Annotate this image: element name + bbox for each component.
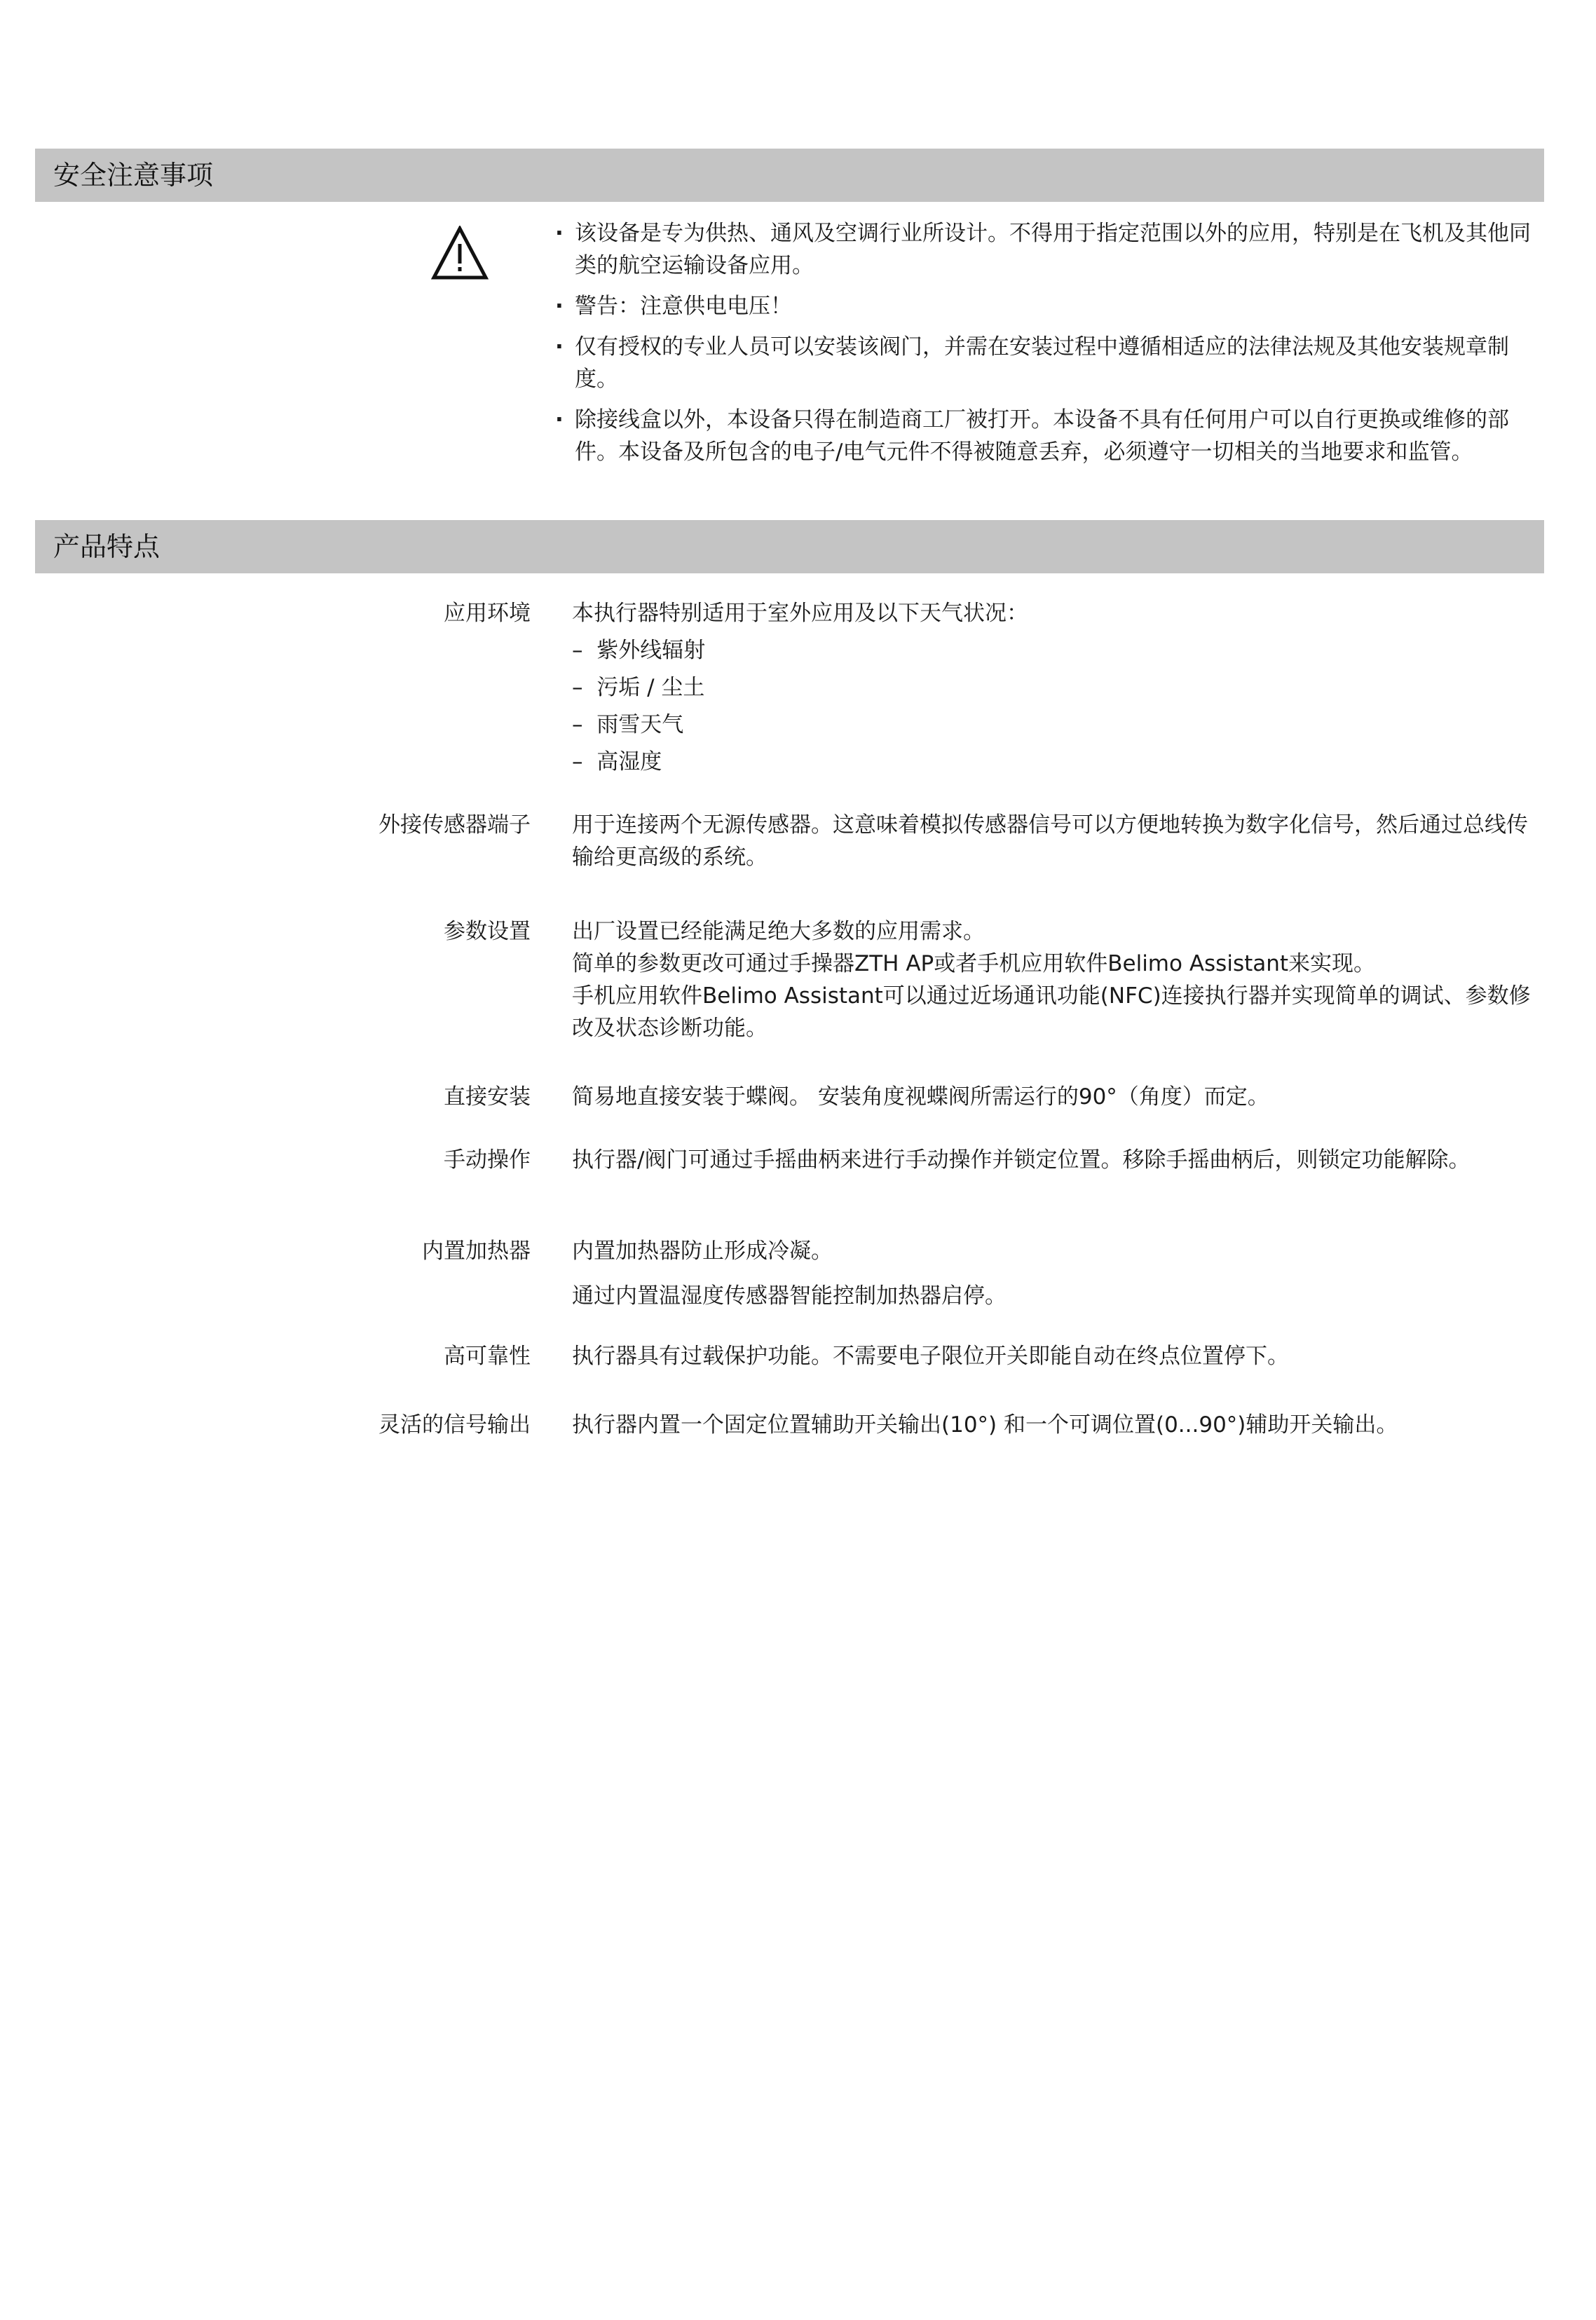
reliability-text: 执行器具有过载保护功能。不需要电子限位开关即能自动在终点位置停下。 — [572, 1344, 1289, 1369]
safety-note: · 仅有授权的专业人员可以安装该阀门，并需在安装过程中遵循相适应的法律法规及其他安装规章制度。 — [552, 331, 1548, 395]
feature-label-signal: 灵活的信号输出 — [378, 1412, 531, 1438]
feature-body-reliability — [572, 1340, 1546, 1372]
params-line: 出厂设置已经能满足绝大多数的应用需求。 — [572, 919, 985, 944]
heater-line: 内置加热器防止形成冷凝。 — [572, 1239, 833, 1264]
environment-list — [572, 632, 1546, 781]
feature-body-manual — [572, 1144, 1546, 1176]
feature-body-params — [572, 915, 1546, 1044]
environment-item: – 紫外线辐射 — [572, 632, 1546, 669]
environment-item: – 雨雪天气 — [572, 707, 1546, 744]
feature-label-sensor: 外接传感器端子 — [378, 812, 531, 838]
feature-label-params: 参数设置 — [444, 919, 531, 944]
environment-item: – 高湿度 — [572, 744, 1546, 781]
manual-text: 执行器/阀门可通过手摇曲柄来进行手动操作并锁定位置。移除手摇曲柄后，则锁定功能解除。 — [572, 1147, 1471, 1173]
safety-note: · 警告：注意供电电压！ — [552, 290, 1548, 322]
safety-note: · 除接线盒以外，本设备只得在制造商工厂被打开。本设备不具有任何用户可以自行更换或维修的部件。本设备及所包含的电子/电气元件不得被随意丢弃，必须遵守一切相关的当地要求和监管。 — [552, 404, 1548, 468]
warning-triangle-icon — [431, 226, 489, 280]
feature-body-environment — [572, 597, 1546, 781]
feature-label-manual: 手动操作 — [444, 1147, 531, 1173]
signal-text: 执行器内置一个固定位置辅助开关输出(10°) 和一个可调位置(0...90°)辅助开关输出。 — [572, 1412, 1398, 1438]
heater-line: 通过内置温湿度传感器智能控制加热器启停。 — [572, 1283, 1007, 1309]
environment-intro: 本执行器特别适用于室外应用及以下天气状况： — [572, 601, 1028, 626]
safety-note: · 该设备是专为供热、通风及空调行业所设计。不得用于指定范围以外的应用，特别是在飞机及其他同类的航空运输设备应用。 — [552, 217, 1548, 282]
feature-label-reliability: 高可靠性 — [444, 1344, 531, 1369]
safety-notes-list — [552, 217, 1548, 477]
feature-body-signal — [572, 1409, 1546, 1441]
feature-label-mount: 直接安装 — [444, 1084, 531, 1110]
sensor-text: 用于连接两个无源传感器。这意味着模拟传感器信号可以方便地转换为数字化信号，然后通过总线传输给更高级的系统。 — [572, 812, 1528, 870]
section-header-safety: 安全注意事项 — [35, 149, 1544, 202]
mount-text: 简易地直接安装于蝶阀。 安装角度视蝶阀所需运行的90°（角度）而定。 — [572, 1084, 1269, 1110]
feature-label-heater: 内置加热器 — [422, 1239, 531, 1264]
params-line: 简单的参数更改可通过手操器ZTH AP或者手机应用软件Belimo Assistant来实现。 — [572, 951, 1376, 976]
environment-item: – 污垢 / 尘土 — [572, 669, 1546, 707]
params-line: 手机应用软件Belimo Assistant可以通过近场通讯功能(NFC)连接执行器并实现简单的调试、参数修改及状态诊断功能。 — [572, 983, 1531, 1041]
feature-label-environment: 应用环境 — [444, 601, 531, 626]
feature-body-sensor — [572, 809, 1546, 873]
section-header-features: 产品特点 — [35, 520, 1544, 573]
feature-body-heater — [572, 1235, 1546, 1312]
feature-body-mount — [572, 1081, 1546, 1113]
